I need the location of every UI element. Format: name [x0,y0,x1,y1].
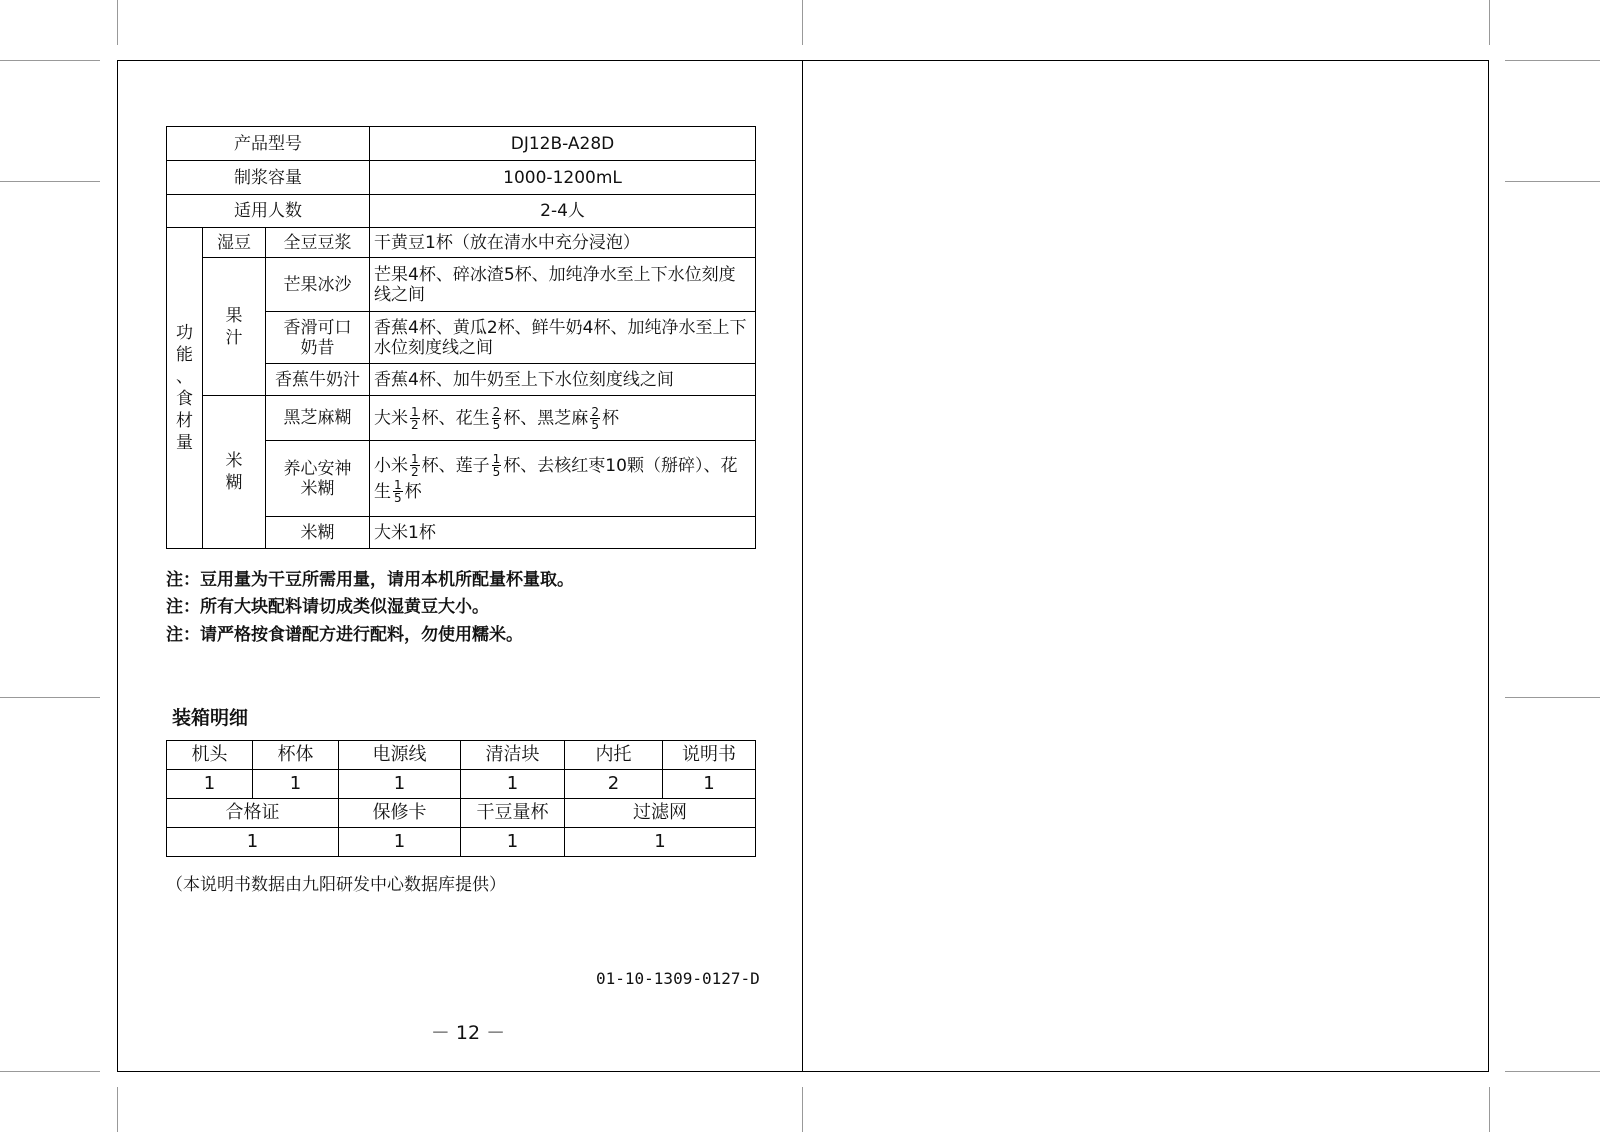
crop-mark-right-low [1505,697,1600,698]
fraction-denominator: 5 [394,491,402,505]
ingredient-text: 杯、莲子 [421,455,490,476]
fraction [393,479,403,504]
crop-mark-bottom-left [117,1087,118,1132]
fraction-numerator: 1 [411,404,419,419]
packing-header: 过滤网 [565,799,756,828]
wet-bean-name: 全豆豆浆 [266,228,370,258]
ingredient-text: 大米 [374,408,409,428]
paste-item-ingredients [370,441,756,517]
page-number: － 12 － [430,1022,506,1044]
spec-row-sesame [167,396,756,441]
paste-category: 米 糊 [203,396,266,549]
packing-value: 2 [565,770,663,799]
note-line: 注：所有大块配料请切成类似湿黄豆大小。 [166,597,489,617]
packing-header: 说明书 [663,741,756,770]
packing-row-values-2 [167,828,756,857]
packing-row-values-1 [167,770,756,799]
juice-item-ingredients: 香蕉4杯、加牛奶至上下水位刻度线之间 [370,364,756,396]
paste-item-ingredients [370,396,756,441]
packing-value: 1 [339,770,461,799]
juice-item-name: 香滑可口 奶昔 [266,312,370,364]
juice-category: 果 汁 [203,258,266,396]
packing-header: 机头 [167,741,253,770]
function-group-label: 功 能 、 食 材 量 [167,228,203,549]
ingredient-text: 小米 [374,455,409,476]
packing-value: 1 [339,828,461,857]
ingredient-text: 杯、黑芝麻 [503,408,589,428]
crop-mark-top-right [1489,0,1490,45]
paste-item-name: 养心安神 米糊 [266,441,370,517]
fraction-numerator: 1 [492,452,501,466]
crop-mark-right-bottom [1505,1071,1600,1072]
packing-value: 1 [461,828,565,857]
packing-header: 电源线 [339,741,461,770]
fraction-denominator: 2 [411,465,419,479]
note-line: 注：豆用量为干豆所需用量，请用本机所配量杯量取。 [166,570,574,590]
packing-header: 干豆量杯 [461,799,565,828]
document-code: 01-10-1309-0127-D [596,969,760,988]
ingredient-text: 杯 [601,408,619,428]
crop-mark-bottom-mid [802,1087,803,1132]
fraction-numerator: 2 [591,404,599,419]
fraction-denominator: 5 [492,417,501,432]
spec-servings-value: 2-4人 [370,195,756,228]
juice-item-ingredients: 芒果4杯、碎冰渣5杯、加纯净水至上下水位刻度线之间 [370,258,756,312]
ingredient-text: 杯、去核红枣10颗（掰碎）、花生 [374,455,738,502]
packing-row-headers-1 [167,741,756,770]
fraction-numerator: 1 [394,478,402,492]
packing-header: 保修卡 [339,799,461,828]
source-note: （本说明书数据由九阳研发中心数据库提供） [166,875,506,895]
crop-mark-top-left [117,0,118,45]
crop-mark-left-bottom [0,1071,100,1072]
paste-item-name: 黑芝麻糊 [266,396,370,441]
fraction-denominator: 5 [591,417,599,432]
packing-row-headers-2 [167,799,756,828]
crop-mark-left-low [0,697,100,698]
packing-table [166,740,756,857]
crop-mark-top-mid [802,0,803,45]
paste-item-name: 米糊 [266,517,370,549]
ingredient-text: 杯 [404,481,422,502]
fraction-numerator: 2 [492,404,501,419]
packing-value: 1 [167,770,253,799]
packing-value: 1 [663,770,756,799]
packing-header: 合格证 [167,799,339,828]
packing-value: 1 [167,828,339,857]
packing-value: 1 [565,828,756,857]
fraction-denominator: 5 [492,465,501,479]
spec-row-capacity [167,161,756,195]
spec-model-label: 产品型号 [167,127,370,161]
packing-header: 内托 [565,741,663,770]
fraction [492,406,502,431]
spec-row-model [167,127,756,161]
packing-title: 装箱明细 [172,707,249,729]
fraction [410,453,420,478]
fraction [590,406,600,431]
crop-mark-right-top [1505,60,1600,61]
spec-servings-label: 适用人数 [167,195,370,228]
wet-bean-category: 湿豆 [203,228,266,258]
juice-item-ingredients: 香蕉4杯、黄瓜2杯、鲜牛奶4杯、加纯净水至上下水位刻度线之间 [370,312,756,364]
crop-mark-right-mid [1505,181,1600,182]
fraction [492,453,502,478]
packing-header: 清洁块 [461,741,565,770]
note-line: 注：请严格按食谱配方进行配料，勿使用糯米。 [166,625,523,645]
spec-capacity-value: 1000-1200mL [370,161,756,195]
spec-model-value: DJ12B-A28D [370,127,756,161]
spec-row-mango [167,258,756,312]
fraction-denominator: 2 [411,417,419,432]
ingredient-text: 杯、花生 [421,408,490,428]
spec-row-wet-bean [167,228,756,258]
packing-header: 杯体 [253,741,339,770]
spec-table [166,126,756,549]
crop-mark-left-top [0,60,100,61]
spec-capacity-label: 制浆容量 [167,161,370,195]
packing-value: 1 [253,770,339,799]
crop-mark-left-mid [0,181,100,182]
fraction-numerator: 1 [411,452,419,466]
juice-item-name: 香蕉牛奶汁 [266,364,370,396]
fraction [410,406,420,431]
packing-value: 1 [461,770,565,799]
paste-item-ingredients: 大米1杯 [370,517,756,549]
wet-bean-ingredients: 干黄豆1杯（放在清水中充分浸泡） [370,228,756,258]
spec-row-servings [167,195,756,228]
crop-mark-bottom-right [1489,1087,1490,1132]
page-divider [802,60,803,1072]
juice-item-name: 芒果冰沙 [266,258,370,312]
